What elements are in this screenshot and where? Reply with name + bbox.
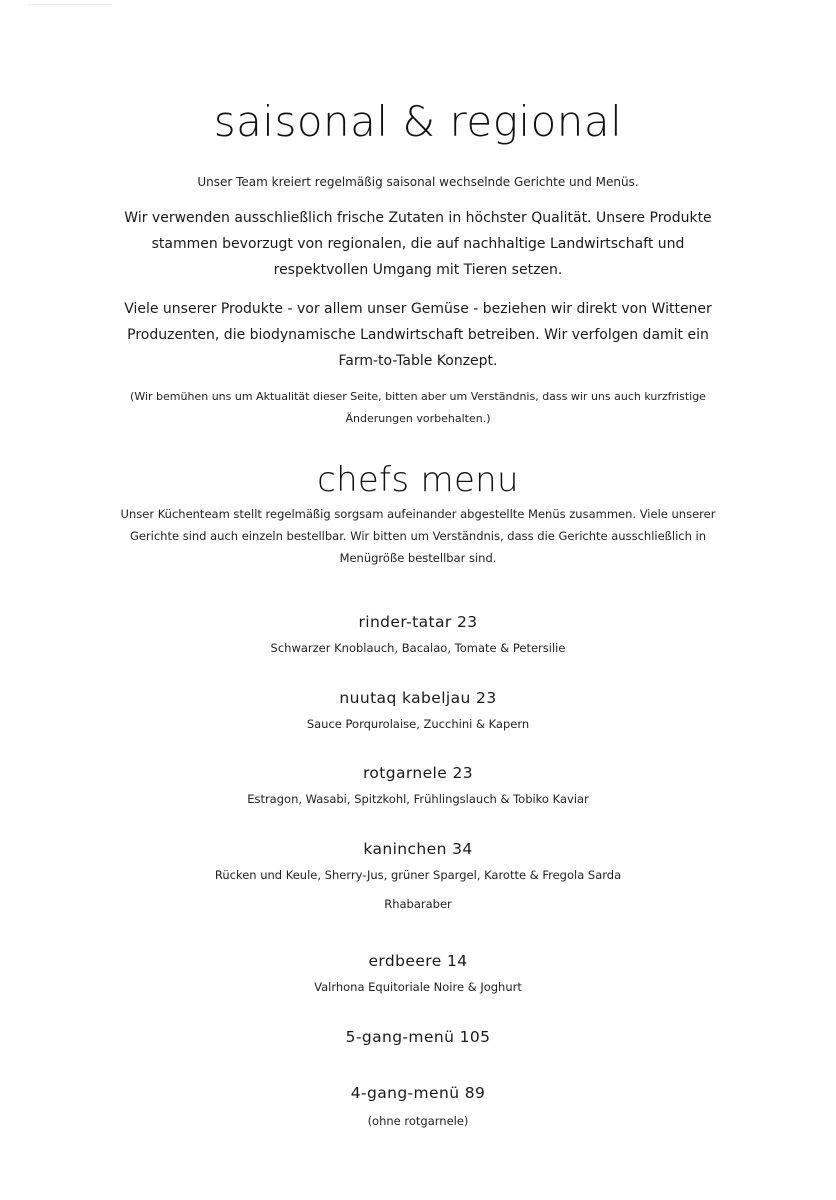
menu-item-name: nuutaq kabeljau 23 xyxy=(339,689,497,707)
top-divider xyxy=(28,0,112,5)
menu-item-description: Valrhona Equitoriale Noire & Joghurt xyxy=(314,980,522,994)
intro-paragraph-2: Viele unserer Produkte - vor allem unser Gemüse - beziehen wir direkt von Wittener Produzenten, die biodynamische Landwirtschaft betreiben. Wir verfolgen damit ein Farm-to-Table Konzept. xyxy=(124,301,712,369)
menu-item-name: rinder-tatar 23 xyxy=(358,613,478,631)
menu-item-description: Estragon, Wasabi, Spitzkohl, Frühlingslauch & Tobiko Kaviar xyxy=(247,792,589,806)
menu-item-name: erdbeere 14 xyxy=(368,952,468,970)
menu-item-description: Rhabaraber xyxy=(384,897,452,911)
menu-item-name: kaninchen 34 xyxy=(363,840,473,858)
menu-item-description: Sauce Porqurolaise, Zucchini & Kapern xyxy=(306,717,530,731)
section-title-chefs-menu: chefs menu xyxy=(317,460,519,500)
menu-item-description: (ohne rotgarnele) xyxy=(367,1114,469,1128)
menu-item-name: 4-gang-menü 89 xyxy=(350,1084,486,1102)
menu-item-description: Schwarzer Knoblauch, Bacalao, Tomate & Petersilie xyxy=(270,641,566,655)
menu-item-description: Rücken und Keule, Sherry-Jus, grüner Spargel, Karotte & Fregola Sarda xyxy=(214,868,622,882)
intro-paragraph-1: Wir verwenden ausschließlich frische Zutaten in höchster Qualität. Unsere Produkte stammen bevorzugt von regionalen, die auf nachhaltige Landwirtschaft und respektvollen Umgang mit Tieren setzen. xyxy=(124,210,712,278)
menu-item-name: rotgarnele 23 xyxy=(362,764,474,782)
intro-note: (Wir bemühen uns um Aktualität dieser Seite, bitten aber um Verständnis, dass wir uns auch kurzfristige Änderungen vorbehalten.) xyxy=(130,390,706,425)
intro-lead: Unser Team kreiert regelmäßig saisonal wechselnde Gerichte und Menüs. xyxy=(197,175,639,189)
section-title-saisonal: saisonal & regional xyxy=(213,97,623,146)
menu-item-name: 5-gang-menü 105 xyxy=(345,1028,491,1046)
chefs-menu-intro: Unser Küchenteam stellt regelmäßig sorgsam aufeinander abgestellte Menüs zusammen. Viele unserer Gerichte sind auch einzeln bestellbar. Wir bitten um Verständnis, dass die Gerichte ausschließlich in Menügröße bestellbar sind. xyxy=(120,507,716,565)
